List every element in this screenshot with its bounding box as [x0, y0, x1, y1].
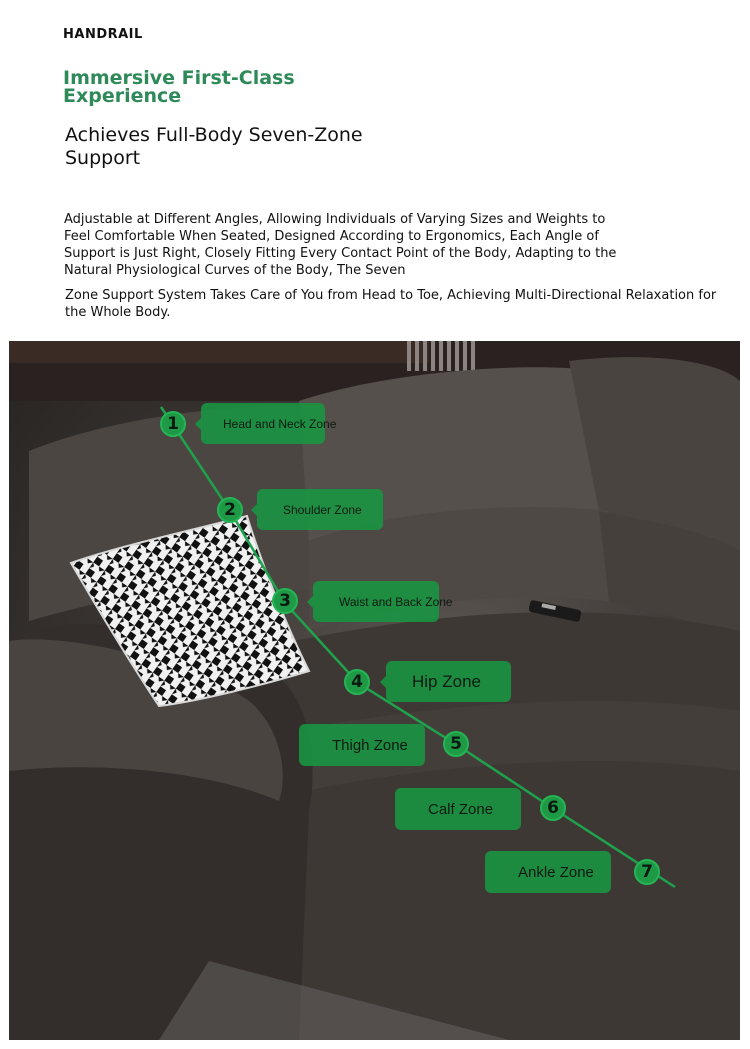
zone-4-number: 4: [344, 669, 370, 695]
page-title: Achieves Full-Body Seven-Zone Support: [65, 124, 363, 169]
zone-3-label: [313, 581, 453, 622]
zone-2-label-text: Shoulder Zone: [283, 502, 362, 517]
zone-4-label: [386, 661, 511, 702]
zone-2-pointer: [251, 504, 257, 516]
zone-6-label: [395, 788, 521, 830]
zone-3-label-text: Waist and Back Zone: [339, 594, 453, 609]
zone-7-label: [485, 851, 611, 893]
zone-3-pointer: [307, 596, 313, 608]
zone-1-pointer: [195, 418, 201, 430]
zone-5-number: 5: [443, 731, 469, 757]
sofa-illustration: [9, 341, 740, 1040]
zone-2-number: 2: [217, 497, 243, 523]
zone-2-label: [257, 489, 383, 530]
zone-4-label-text: Hip Zone: [412, 671, 481, 691]
zone-6-number: 6: [540, 795, 566, 821]
sofa-photo: [9, 341, 740, 1040]
brand-logo: HANDRAIL: [63, 27, 143, 42]
zone-4-pointer: [380, 676, 386, 688]
kicker-title: Immersive First-Class Experience: [63, 67, 295, 107]
zone-5-label: [299, 724, 425, 766]
zone-6-label-text: Calf Zone: [428, 800, 494, 818]
zone-3-number: 3: [272, 588, 298, 614]
zone-1-number: 1: [160, 411, 186, 437]
description-text-1: Adjustable at Different Angles, Allowing Individuals of Varying Sizes and Weights to Feel Comfortable When Seated, Designed According to Ergonomics, Each Angle of Support is Just Right, Closely Fitting Every Contact Point of the Body, Adapting to the Natural Physiological Curves of the Body, The Seven: [64, 212, 617, 278]
zone-7-label-text: Ankle Zone: [518, 863, 594, 881]
zone-5-label-text: Thigh Zone: [332, 736, 408, 754]
zone-7-number: 7: [634, 859, 660, 885]
zone-1-label-text: Head and Neck Zone: [223, 416, 337, 431]
description-text-2: Zone Support System Takes Care of You from Head to Toe, Achieving Multi-Directional Relaxation for the Whole Body.: [65, 288, 717, 320]
zone-1-label: [201, 403, 337, 444]
